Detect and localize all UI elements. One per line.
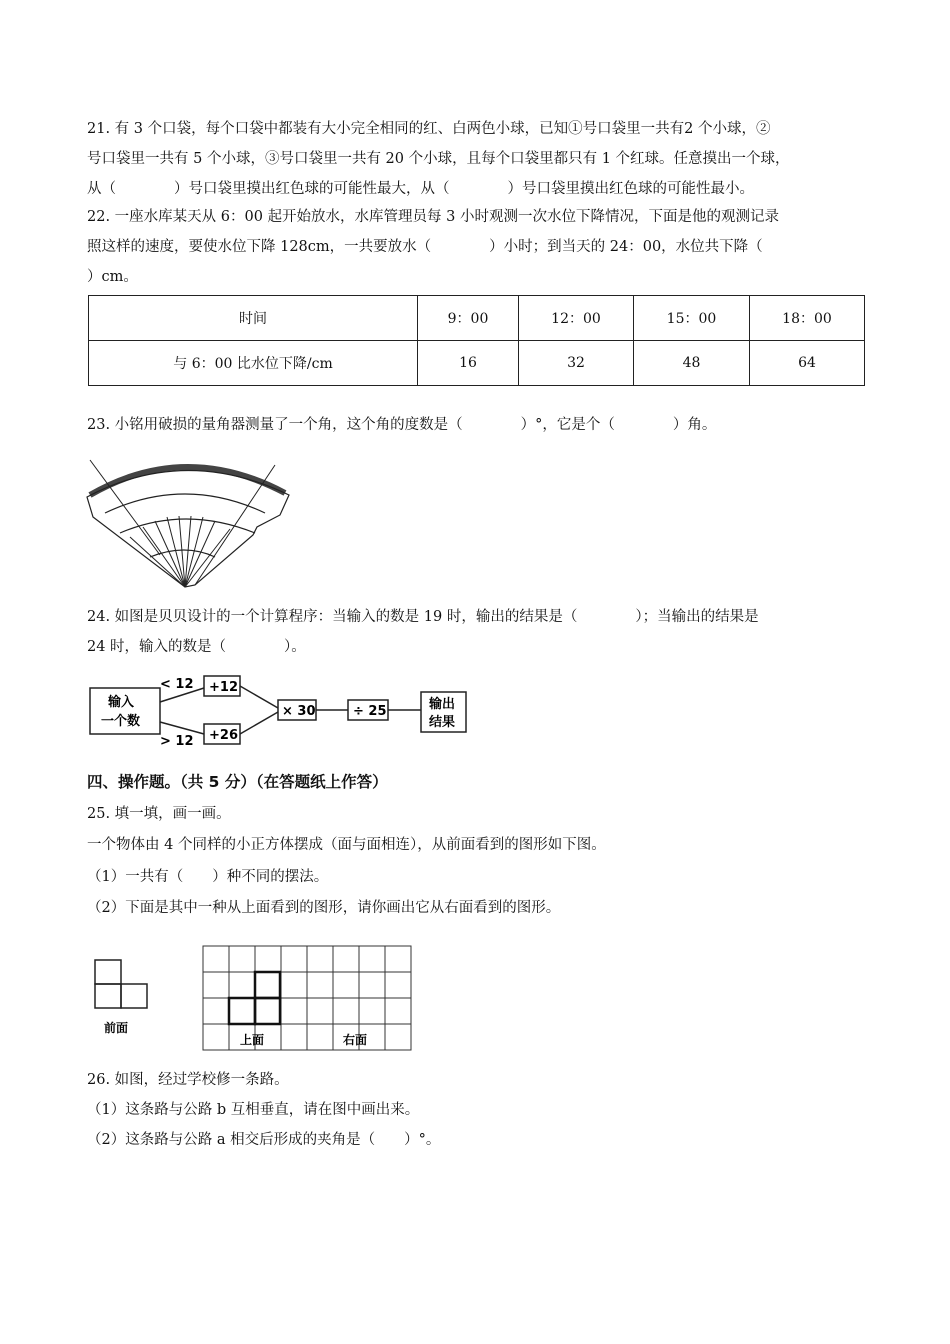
grid-cell xyxy=(281,998,307,1024)
grid-cell xyxy=(229,972,255,998)
grid-cell xyxy=(203,972,229,998)
grid-cell xyxy=(281,972,307,998)
grid-cell xyxy=(307,972,333,998)
q22-line1: 22. 一座水库某天从 6：00 起开始放水，水库管理员每 3 小时观测一次水位下降情况，下面是他的观测记录 xyxy=(87,209,780,225)
grid-cell xyxy=(333,946,359,972)
grid-cell xyxy=(203,946,229,972)
flow-plus12: +12 xyxy=(209,680,238,695)
grid-cell xyxy=(385,946,411,972)
q25-line2: 一个物体由 4 个同样的小正方体摆成（面与面相连），从前面看到的图形如下图。 xyxy=(87,837,606,853)
flow-input-label: 输入 xyxy=(108,695,135,710)
table-cell: 48 xyxy=(634,341,750,386)
grid-cell xyxy=(307,998,333,1024)
grid-cell xyxy=(359,998,385,1024)
grid-cell xyxy=(359,946,385,972)
grid-cell xyxy=(385,1024,411,1050)
table-cell: 32 xyxy=(519,341,634,386)
flow-output-label: 结果 xyxy=(429,715,456,730)
grid-cell xyxy=(281,1024,307,1050)
table-cell: 64 xyxy=(750,341,865,386)
q25-line4: （2）下面是其中一种从上面看到的图形，请你画出它从右面看到的图形。 xyxy=(87,900,561,916)
section-heading: 四、操作题。（共 5 分）（在答题纸上作答） xyxy=(87,773,388,791)
grid-cell xyxy=(281,946,307,972)
right-view-label: 右面 xyxy=(343,1033,368,1047)
q24-line2: 24 时，输入的数是（ ）。 xyxy=(87,639,306,655)
q21-line1: 21. 有 3 个口袋，每个口袋中都装有大小完全相同的红、白两色小球，已知①号口袋里一共有2 个小球，② xyxy=(87,121,771,137)
grid-cell xyxy=(229,998,255,1024)
table-header: 18：00 xyxy=(750,296,865,341)
flow-div25: ÷ 25 xyxy=(353,704,387,719)
grid-cell xyxy=(203,998,229,1024)
grid-cell xyxy=(333,972,359,998)
top-view-label: 上面 xyxy=(240,1033,265,1047)
flow-output-label: 输出 xyxy=(429,697,456,712)
q26-line2: （1）这条路与公路 b 互相垂直，请在图中画出来。 xyxy=(87,1102,420,1118)
grid-cell xyxy=(255,972,281,998)
table-header: 9：00 xyxy=(418,296,519,341)
broken-protractor-figure xyxy=(85,455,295,595)
grid-cell xyxy=(307,1024,333,1050)
view-figures xyxy=(90,940,420,1060)
calculation-flowchart xyxy=(88,670,478,745)
flow-times30: × 30 xyxy=(282,704,316,719)
front-view-label: 前面 xyxy=(104,1021,129,1035)
table-header: 12：00 xyxy=(519,296,634,341)
grid-cell xyxy=(385,998,411,1024)
q26-line1: 26. 如图，经过学校修一条路。 xyxy=(87,1072,289,1088)
table-row xyxy=(89,341,865,386)
q21-line2: 号口袋里一共有 5 个小球，③号口袋里一共有 20 个小球，且每个口袋里都只有 1 个红球。任意摸出一个球， xyxy=(87,151,790,167)
q25-line3: （1）一共有（ ）种不同的摆法。 xyxy=(87,869,329,885)
q22-line2: 照这样的速度，要使水位下降 128cm，一共要放水（ ）小时；到当天的 24：00，水位共下降（ xyxy=(87,239,763,255)
flow-plus26: +26 xyxy=(209,728,238,743)
q23-text: 23. 小铭用破损的量角器测量了一个角，这个角的度数是（ ）°，它是个（ ）角。 xyxy=(87,417,717,433)
q24-line1: 24. 如图是贝贝设计的一个计算程序：当输入的数是 19 时，输出的结果是（ ）；当输出的结果是 xyxy=(87,609,759,625)
grid-cell xyxy=(255,946,281,972)
grid-cell xyxy=(255,998,281,1024)
grid-cell xyxy=(385,972,411,998)
table-header: 15：00 xyxy=(634,296,750,341)
grid-cell xyxy=(359,972,385,998)
table-header: 时间 xyxy=(89,296,418,341)
flow-gt-label: > 12 xyxy=(160,734,194,745)
flow-input-label: 一个数 xyxy=(101,714,141,729)
q26-line3: （2）这条路与公路 a 相交后形成的夹角是（ ）°。 xyxy=(87,1132,441,1148)
grid-cell xyxy=(333,998,359,1024)
q22-line3: ）cm。 xyxy=(87,269,138,285)
grid-cell xyxy=(203,1024,229,1050)
flow-lt-label: < 12 xyxy=(160,677,194,692)
grid-cell xyxy=(307,946,333,972)
q21-line3: 从（ ）号口袋里摸出红色球的可能性最大，从（ ）号口袋里摸出红色球的可能性最小。 xyxy=(87,181,754,197)
table-cell: 与 6：00 比水位下降/cm xyxy=(89,341,418,386)
table-cell: 16 xyxy=(418,341,519,386)
table-row xyxy=(89,296,865,341)
grid-cell xyxy=(229,946,255,972)
q25-line1: 25. 填一填，画一画。 xyxy=(87,806,231,822)
water-level-table xyxy=(88,295,865,386)
